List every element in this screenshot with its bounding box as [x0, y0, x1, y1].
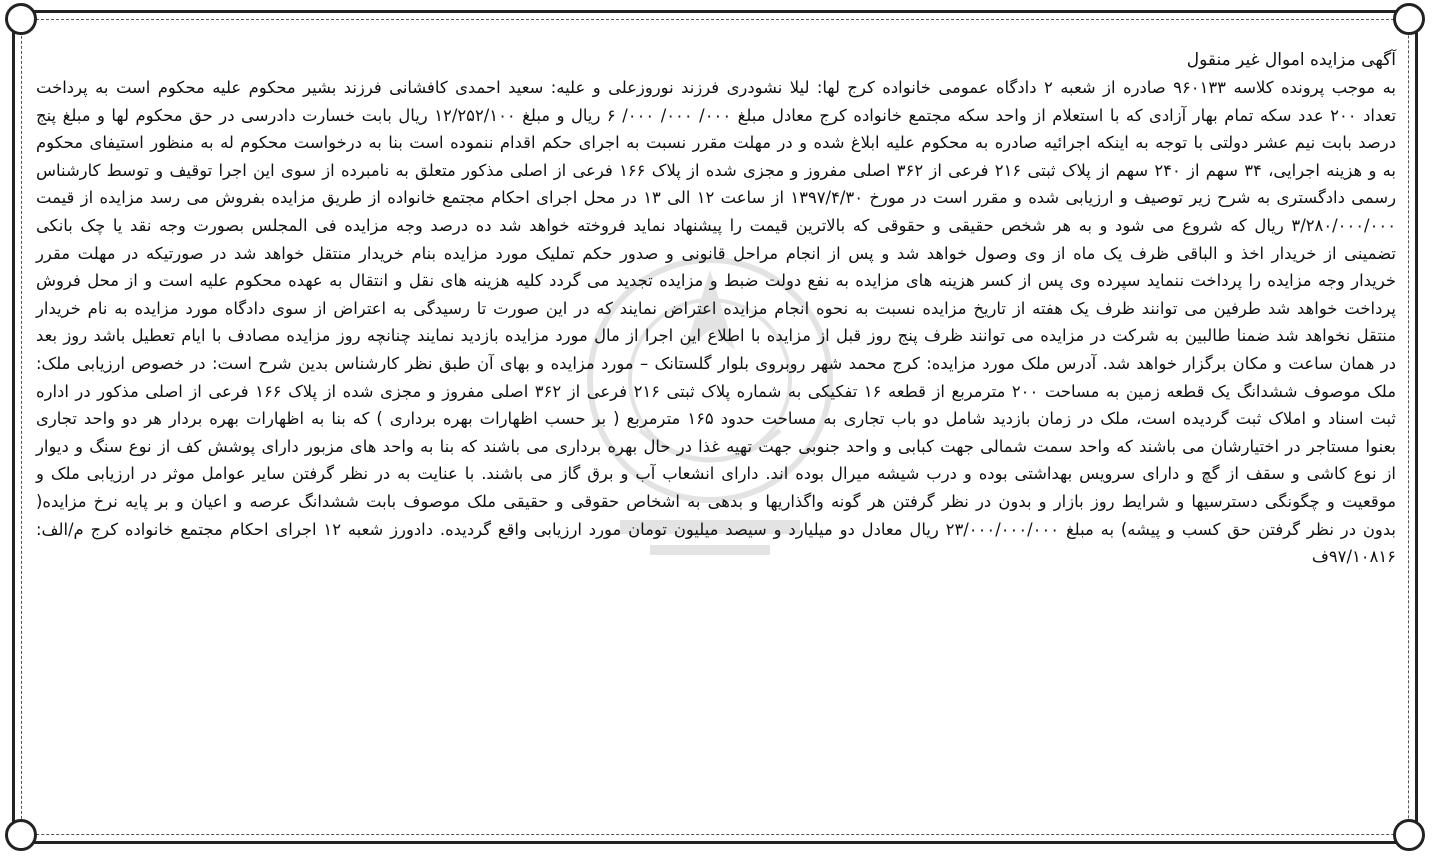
notice-title: آگهی مزایده اموال غیر منقول — [1186, 50, 1396, 70]
corner-ornament-top-left — [5, 3, 37, 35]
notice-content — [36, 46, 1396, 571]
corner-ornament-top-right — [1393, 3, 1425, 35]
notice-body: به موجب پرونده کلاسه ۹۶۰۱۳۳ صادره از شعبه ۲ دادگاه عمومی خانواده کرج لها: لیلا نشودری فرزند نوروزعلی و علیه: سعید احمدی کافشانی فرزند بشیر محکوم علیه محکوم است به پرداخت تعداد ۲۰۰ عدد سکه تمام بهار آزادی که با استعلام از واحد سکه مجتمع خانواده کرج معادل مبلغ ۰۰۰/ ۰۰۰/ ۰۰۰/ ۶ ریال و مبلغ ۱۲/۲۵۲/۱۰۰ ریال بابت خسارت دادرسی در حق محکوم لها و مبلغ پنج درصد بابت نیم عشر دولتی با توجه به اینکه اجرائیه صادره به محکوم علیه ابلاغ شده و در مهلت مقرر نسبت به اجرای حکم اقدام ننموده است بنا به درخواست محکوم له به منظور استیفای محکوم به و هزینه اجرایی، ۳۴ سهم از ۲۴۰ سهم از پلاک ثبتی ۲۱۶ فرعی از ۳۶۲ اصلی مفروز و مجزی شده از پلاک ۱۶۶ فرعی از اصلی مذکور متعلق به نامبرده از سوی این اجرا توقیف و توسط کارشناس رسمی دادگستری به شرح زیر توصیف و ارزیابی شده و مقرر است در مورخ ۱۳۹۷/۴/۳۰ از ساعت ۱۲ الی ۱۳ در محل اجرای احکام مجتمع خانواده از طریق مزایده بفروش می رسد مزایده از قیمت ۳/۲۸۰/۰۰۰/۰۰۰ ریال که شروع می شود و به هر شخص حقیقی و حقوقی که بالاترین قیمت را پیشنهاد نماید فروخته خواهد شد ده درصد وجه مزایده فی المجلس بصورت وجه نقد یا چک بانکی تضمینی از خریدار اخذ و الباقی ظرف یک ماه از وی وصول خواهد شد و پس از انجام مراحل قانونی و صدور حکم تملیک مورد مزایده بنام خریدار منتقل خواهد شد در صورتیکه در مهلت مقرر خریدار وجه مزایده را پرداخت ننماید سپرده وی پس از کسر هزینه های مزایده به نفع دولت ضبط و مزایده تجدید می گردد کلیه هزینه های نقل و انتقال به عهده محکوم علیه است و از محل فروش پرداخت خواهد شد طرفین می توانند ظرف یک هفته از تاریخ مزایده نسبت به نحوه انجام مزایده اعتراض نمایند که در این صورت تا رسیدگی به اعتراض از سوی دادگاه مورد مزایده به نام خریدار منتقل نخواهد شد ضمنا طالبین به شرکت در مزایده می توانند ظرف پنج روز قبل از مزایده با اطلاع این اجرا از مال مورد مزایده بازدید نمایند چنانچه روز مزایده مصادف با ایام تعطیل باشد روز بعد در همان ساعت و مکان برگزار خواهد شد. آدرس ملک مورد مزایده: کرج محمد شهر روبروی بلوار گلستانک – مورد مزایده و بهای آن طبق نظر کارشناس بدین شرح است: در خصوص ارزیابی ملک: ملک موصوف ششدانگ یک قطعه زمین به مساحت ۲۰۰ مترمربع از قطعه ۱۶ تفکیکی به شماره پلاک ثبتی ۲۱۶ فرعی از ۳۶۲ اصلی مفروز و مجزی شده از پلاک ۱۶۶ فرعی از اصلی مذکور در اداره ثبت اسناد و املاک ثبت گردیده است، ملک در زمان بازدید شامل دو باب تجاری به مساحت حدود ۱۶۵ مترمربع ( بر حسب اظهارات بهره برداری ) که بنا به اظهارات بهره بردار هر دو واحد تجاری بعنوا مستاجر در اختیارشان می باشند که واحد سمت شمالی جهت کبابی و واحد جنوبی جهت تهیه غذا در حال بهره برداری می باشند که بنا به واحد های مزبور دارای پوشش کف از نوع سنگ و دیوار از نوع کاشی و سقف از گچ و دارای سرویس بهداشتی بوده و درب شیشه میرال بوده اند. دارای انشعاب آب و برق گاز می باشند. با عنایت به در نظر گرفتن سایر عوامل موثر در ارزیابی ملک و موقعیت و چگونگی دسترسیها و شرایط روز بازار و بدون در نظر گرفتن هر گونه واگذاریها و بدهی به اشخاص حقوقی و حقیقی ملک موصوف بابت ششدانگ عرصه و اعیان و بر پایه نرخ مزایده( بدون در نظر گرفتن حق کسب و پیشه) به مبلغ ۲۳/۰۰۰/۰۰۰/۰۰۰ ریال معادل دو میلیارد و سیصد میلیون تومان مورد ارزیابی واقع گردیده. دادورز شعبه ۱۲ اجرای احکام مجتمع خانواده کرج م/الف: ۹۷/۱۰۸۱۶ف — [36, 78, 1397, 567]
corner-ornament-bottom-right — [1393, 819, 1425, 851]
corner-ornament-bottom-left — [5, 819, 37, 851]
